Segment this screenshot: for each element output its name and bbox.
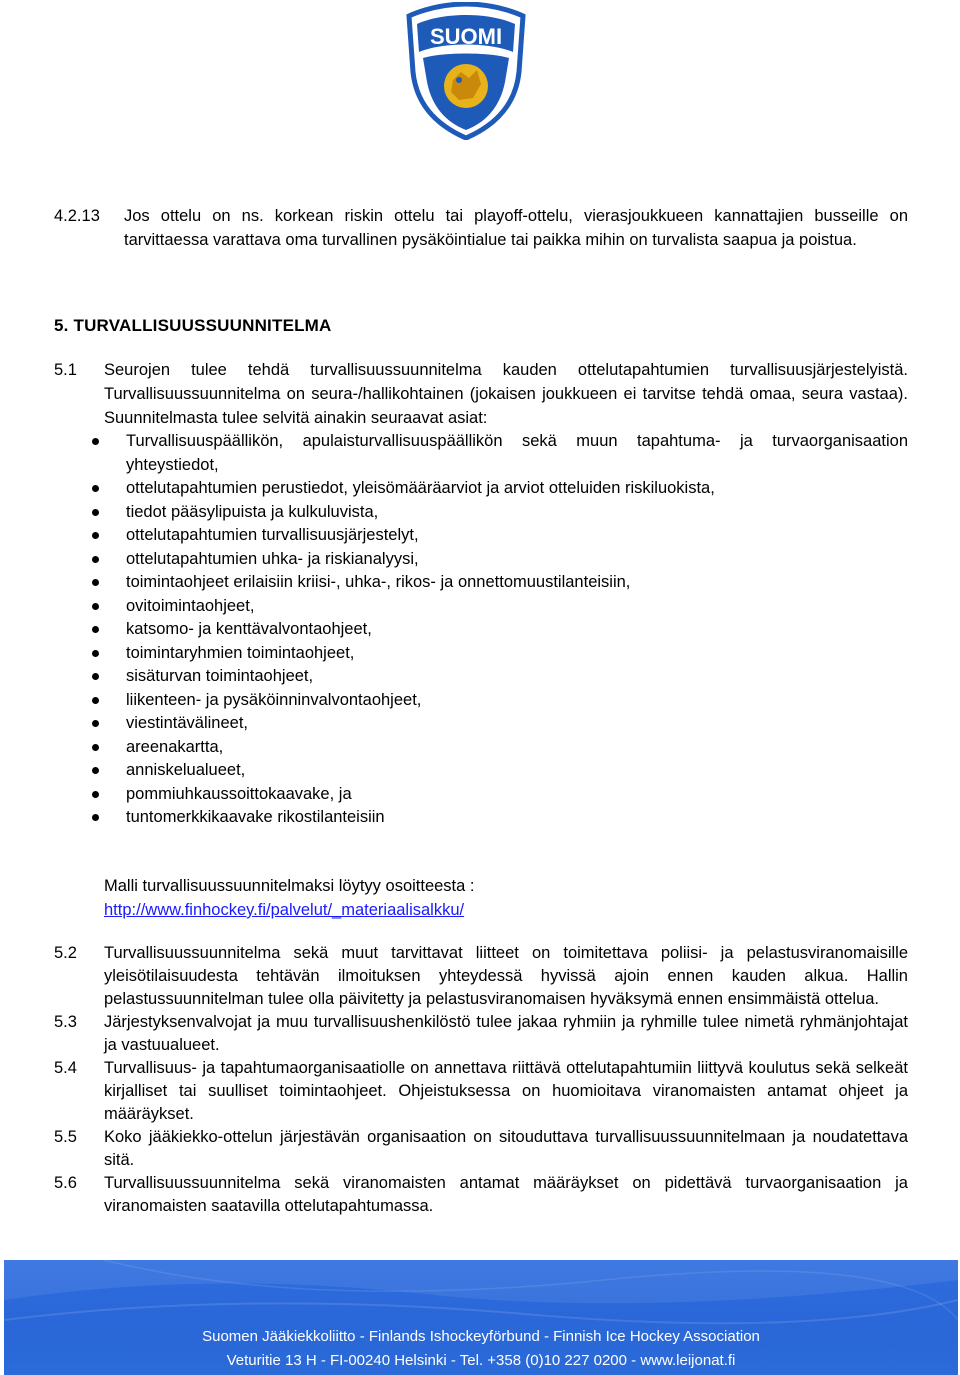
list-item: toimintaryhmien toimintaohjeet, bbox=[54, 642, 908, 666]
template-text: Malli turvallisuussuunnitelmaksi löytyy osoitteesta : bbox=[104, 877, 475, 895]
list-item: areenakartta, bbox=[54, 736, 908, 760]
section-number: 5.5 bbox=[54, 1128, 77, 1146]
list-item: viestintävälineet, bbox=[54, 712, 908, 736]
section-item bbox=[54, 942, 908, 1011]
list-item: tuntomerkkikaavake rikostilanteisiin bbox=[54, 806, 908, 830]
section-item bbox=[54, 1011, 908, 1057]
bullet-icon bbox=[92, 791, 99, 798]
footer-line-2: Veturitie 13 H - FI-00240 Helsinki - Tel. +358 (0)10 227 0200 - www.leijonat.fi bbox=[226, 1352, 736, 1369]
list-item: tiedot pääsylipuista ja kulkuluvista, bbox=[54, 501, 908, 525]
list-item: katsomo- ja kenttävalvontaohjeet, bbox=[54, 618, 908, 642]
list-item: ottelutapahtumien perustiedot, yleisömääräarviot ja arviot otteluiden riskiluokista, bbox=[54, 477, 908, 501]
requirements-list bbox=[54, 430, 908, 830]
bullet-icon bbox=[92, 626, 99, 633]
footer-line-1: Suomen Jääkiekkoliitto - Finlands Ishockeyförbund - Finnish Ice Hockey Association bbox=[202, 1328, 760, 1345]
section-heading: 5. TURVALLISUUSSUUNNITELMA bbox=[54, 316, 332, 335]
bullet-icon bbox=[92, 650, 99, 657]
list-item: ovitoimintaohjeet, bbox=[54, 595, 908, 619]
logo-text: SUOMI bbox=[429, 24, 503, 49]
bullet-icon bbox=[92, 767, 99, 774]
list-item: ottelutapahtumien uhka- ja riskianalyysi, bbox=[54, 548, 908, 572]
list-item: ottelutapahtumien turvallisuusjärjestelyt, bbox=[54, 524, 908, 548]
bullet-icon bbox=[92, 744, 99, 751]
numbered-sections bbox=[54, 942, 908, 1218]
bullet-icon bbox=[92, 509, 99, 516]
suomi-hockey-logo bbox=[403, 2, 529, 140]
section-5-1 bbox=[54, 358, 908, 830]
bullet-icon bbox=[92, 556, 99, 563]
list-item: liikenteen- ja pysäköinninvalvontaohjeet, bbox=[54, 689, 908, 713]
section-number: 5.6 bbox=[54, 1174, 77, 1192]
list-item: anniskelualueet, bbox=[54, 759, 908, 783]
footer-banner bbox=[4, 1260, 958, 1375]
section-text: Turvallisuussuunnitelma sekä muut tarvittavat liitteet on toimitettava poliisi- ja pelastusviranomaisille yleisötilaisuudesta tehtävän ilmoituksen yhteydessä hyvissä ajoin ennen kauden alkua. Hallin pelastussuunnitelman tulee olla päivitetty ja pelastusviranomaisen hyväksymä ennen ensimmäistä ottelua. bbox=[104, 944, 908, 1008]
bullet-icon bbox=[92, 438, 99, 445]
section-item bbox=[54, 1172, 908, 1218]
intro-number: 4.2.13 bbox=[54, 207, 100, 225]
list-item: pommiuhkaussoittokaavake, ja bbox=[54, 783, 908, 807]
bullet-icon bbox=[92, 532, 99, 539]
bullet-icon bbox=[92, 673, 99, 680]
bullet-icon bbox=[92, 485, 99, 492]
section-item bbox=[54, 1126, 908, 1172]
list-item: toimintaohjeet erilaisiin kriisi-, uhka-, rikos- ja onnettomuustilanteisiin, bbox=[54, 571, 908, 595]
bullet-icon bbox=[92, 697, 99, 704]
list-item: Turvallisuuspäällikön, apulaisturvallisuuspäällikön sekä muun tapahtuma- ja turvaorganisaation yhteystiedot, bbox=[54, 430, 908, 477]
section-5-1-number: 5.1 bbox=[54, 361, 77, 379]
section-text: Turvallisuussuunnitelma sekä viranomaisten antamat määräykset on pidettävä turvaorganisaation ja viranomaisten saatavilla ottelutapahtumassa. bbox=[104, 1174, 908, 1215]
section-5-1-text: Seurojen tulee tehdä turvallisuussuunnitelma kauden ottelutapahtumien turvallisuusjärjestelyistä. Turvallisuussuunnitelma on seura-/hallikohtainen (jokaisen joukkueen ei tarvitse tehdä omaa, seura vastaa). Suunnitelmasta tulee selvitä ainakin seuraavat asiat: bbox=[104, 361, 908, 427]
list-item: sisäturvan toimintaohjeet, bbox=[54, 665, 908, 689]
bullet-icon bbox=[92, 579, 99, 586]
section-item bbox=[54, 1057, 908, 1126]
template-link[interactable]: http://www.finhockey.fi/palvelut/_materiaalisalkku/ bbox=[104, 901, 465, 919]
section-number: 5.4 bbox=[54, 1059, 77, 1077]
section-text: Turvallisuus- ja tapahtumaorganisaatiolle on annettava riittävä ottelutapahtumiin liittyvä koulutus sekä selkeät kirjalliset tai suulliset toimintaohjeet. Ohjeistuksessa on huomioitava viranomaisten antamat ohjeet ja määräykset. bbox=[104, 1059, 908, 1123]
bullet-icon bbox=[92, 814, 99, 821]
intro-paragraph bbox=[54, 204, 908, 252]
intro-text: Jos ottelu on ns. korkean riskin ottelu tai playoff-ottelu, vierasjoukkueen kannattajien busseille on tarvittaessa varattava oma turvallinen pysäköintialue tai paikka mihin on turvalista saapua ja poistua. bbox=[124, 207, 908, 249]
section-text: Koko jääkiekko-ottelun järjestävän organisaation on sitouduttava turvallisuussuunnitelmaan ja noudatettava sitä. bbox=[104, 1128, 908, 1169]
bullet-icon bbox=[92, 720, 99, 727]
bullet-icon bbox=[92, 603, 99, 610]
section-number: 5.3 bbox=[54, 1013, 77, 1031]
section-number: 5.2 bbox=[54, 944, 77, 962]
template-reference bbox=[104, 874, 475, 922]
section-text: Järjestyksenvalvojat ja muu turvallisuushenkilöstö tulee jakaa ryhmiin ja ryhmille tulee nimetä ryhmänjohtajat ja vastuualueet. bbox=[104, 1013, 908, 1054]
